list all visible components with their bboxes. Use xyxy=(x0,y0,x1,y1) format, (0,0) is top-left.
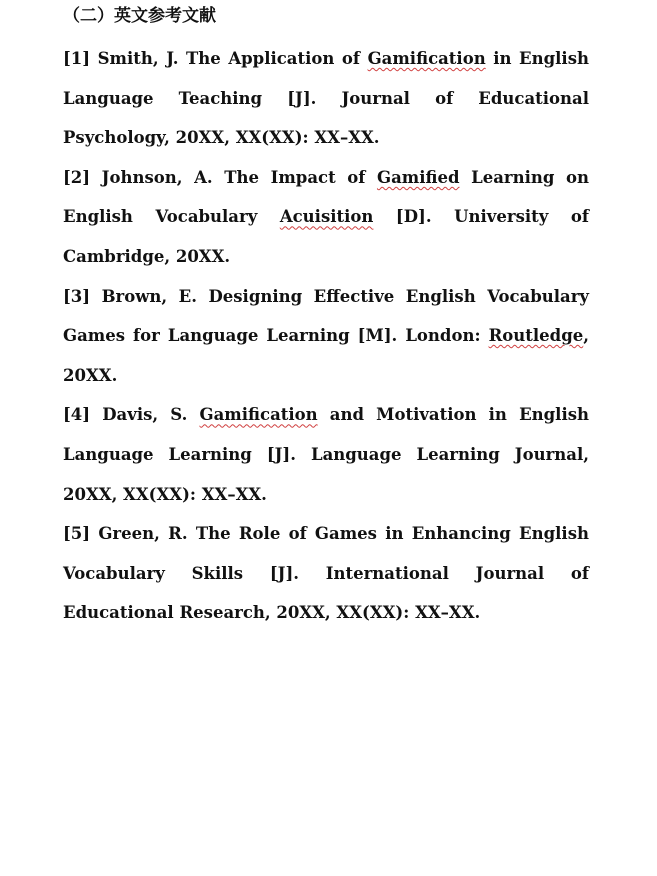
section-heading: （二）英文参考文献 xyxy=(63,6,216,26)
spellcheck-flagged-word[interactable]: Gamified xyxy=(376,167,460,187)
reference-item-3 xyxy=(63,277,589,396)
reference-text: and Motivation in English Language Learning [J]. Language Learning Journal, 20XX, XX(XX): XX–XX. xyxy=(63,405,589,504)
reference-item-1 xyxy=(63,39,589,158)
reference-text: [4] Davis, S. xyxy=(63,405,200,425)
reference-text: [1] Smith, J. The Application of xyxy=(63,49,368,68)
reference-text: [3] Brown, E. Designing Effective English Vocabulary Games for Language Learning [M]. London: xyxy=(63,286,589,346)
reference-text: Learning on English Vocabulary xyxy=(63,167,589,227)
reference-text: [D]. University of Cambridge, 20XX. xyxy=(63,207,589,266)
reference-list xyxy=(63,39,589,633)
spellcheck-flagged-word[interactable]: Gamification xyxy=(199,405,318,425)
reference-text: , 20XX. xyxy=(63,326,589,385)
reference-item-4 xyxy=(63,395,589,514)
reference-item-2 xyxy=(63,158,589,277)
spellcheck-flagged-word[interactable]: Gamification xyxy=(367,49,486,68)
reference-item-5 xyxy=(63,514,589,633)
reference-text: in English Language Teaching [J]. Journal of Educational Psychology, 20XX, XX(XX): XX–XX. xyxy=(63,49,589,148)
spellcheck-flagged-word[interactable]: Routledge xyxy=(488,326,584,346)
spellcheck-flagged-word[interactable]: Acuisition xyxy=(279,207,374,227)
reference-text: [2] Johnson, A. The Impact of xyxy=(63,167,377,187)
reference-text: [5] Green, R. The Role of Games in Enhancing English Vocabulary Skills [J]. International Journal of Educational Research, 20XX, XX(XX): XX–XX. xyxy=(63,524,589,623)
